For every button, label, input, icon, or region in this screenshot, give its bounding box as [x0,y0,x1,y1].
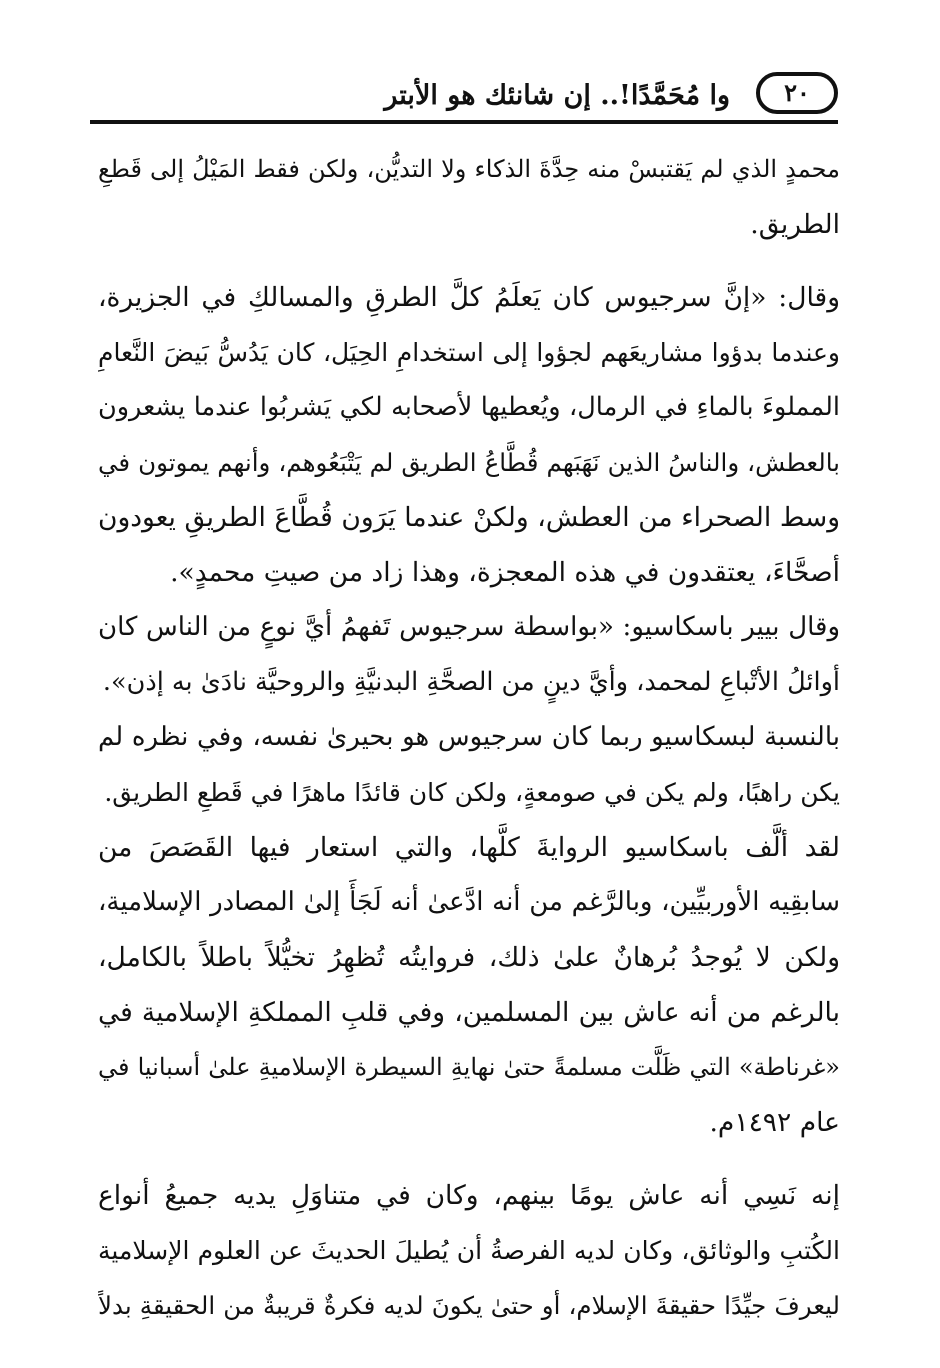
text-line: الكُتبِ والوثائق، وكان لديه الفرصةُ أن يُطيلَ الحديثَ عن العلوم الإسلامية [98,1236,840,1265]
text-line: وقال بيير باسكاسيو: «بواسطة سرجيوس تَفهمُ أيَّ نوعٍ من الناس كان [98,612,840,642]
paragraph [98,600,840,710]
text-line: بالنسبة لبسكاسيو ربما كان سرجيوس هو بحيرىٰ نفسه، وفي نظره لم [98,722,840,752]
text-line: أوائلُ الأتْباعِ لمحمد، وأيَّ دينٍ من الصحَّةِ البدنيَّةِ والروحيَّة نادَىٰ به إذن». [102,667,840,697]
text-line: سابقِيه الأوربيِّين، وبالرَّغم من أنه ادَّعىٰ أنه لَجَأَ إلىٰ المصادر الإسلامية، [98,887,840,917]
page-number: ٢٠ [756,72,838,114]
paragraph [98,710,840,820]
paragraph [98,270,840,600]
paragraph [98,1168,840,1333]
text-line: بالرغم من أنه عاش بين المسلمين، وفي قلبِ المملكةِ الإسلامية في [98,997,840,1028]
text-line: محمدٍ الذي لم يَقتبسْ منه حِدَّةَ الذكاء ولا التديُّن، ولكن فقط المَيْلُ إلى قَطعِ [98,155,840,183]
page-header [90,68,838,124]
text-line: وسط الصحراء من العطش، ولكنْ عندما يَرَون قُطَّاعَ الطريقِ يعودون [98,502,840,533]
text-line: ولكن لا يُوجدُ بُرهانٌ علىٰ ذلك، فروايتُه تُظهِرُ تخيُّلاً باطلاً بالكامل، [98,942,840,973]
text-line: عام ١٤٩٢م. [709,1107,840,1138]
paragraph [98,142,840,252]
text-line: يكن راهبًا، ولم يكن في صومعةٍ، ولكن كان قائدًا ماهرًا في قَطعِ الطريق. [104,778,840,807]
text-line: بالعطش، والناسُ الذين نَهَبَهم قُطَّاعُ الطريق لم يَتْبَعُوهم، وأنهم يموتون في [98,448,840,477]
text-line: وعندما بدؤوا مشاريعَهم لجؤوا إلى استخدامِ الحِيَل، كان يَدُسُّ بَيضَ النَّعامِ [98,338,840,367]
running-title: وا مُحَمَّدًا!.. إن شانئك هو الأبتر [384,80,730,111]
text-line: ليعرفَ جيِّدًا حقيقةَ الإسلام، أو حتىٰ يكونَ لديه فكرةٌ قريبةٌ من الحقيقةِ بدلاً [98,1291,840,1320]
header-rule [90,120,838,124]
text-line: المملوءَ بالماءِ في الرمال، ويُعطيها لأصحابه لكي يَشربُوا عندما يشعرون [98,392,840,422]
text-line: إنه نَسِي أنه عاش يومًا بينهم، وكان في متناوَلِ يديه جميعُ أنواع [98,1180,840,1211]
text-line: لقد ألَّف باسكاسيو الروايةَ كلَّها، والتي استعار فيها القَصَصَ من [98,832,840,863]
text-line: «غرناطة» التي ظَلَّت مسلمةً حتىٰ نهايةِ السيطرة الإسلاميةِ علىٰ أسبانيا في [98,1053,840,1081]
text-line: أصحَّاءَ، يعتقدون في هذه المعجزة، وهذا زاد من صيتِ محمدٍ». [170,557,840,588]
body-text [98,142,840,1333]
text-line: وقال: «إنَّ سرجيوس كان يَعلَمُ كلَّ الطرقِ والمسالكِ في الجزيرة، [98,282,840,313]
text-line: الطريق. [750,209,840,240]
paragraph [98,820,840,1150]
